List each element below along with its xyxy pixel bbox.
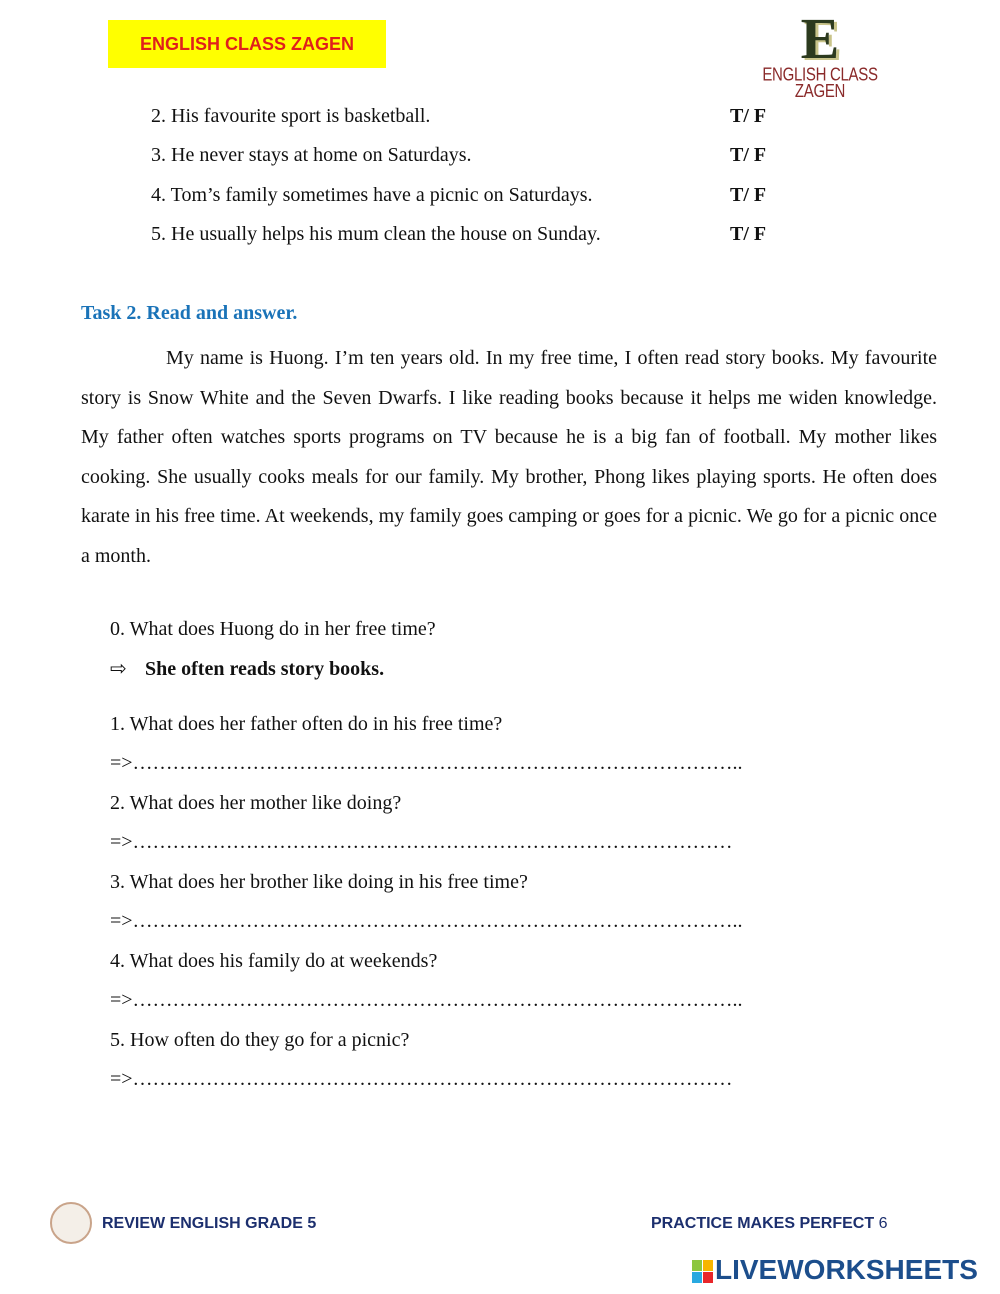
brand-text: LIVEWORKSHEETS [715, 1254, 978, 1285]
tf-choice[interactable]: T/ F [730, 223, 767, 245]
footer-right: PRACTICE MAKES PERFECT [651, 1215, 875, 1232]
arrow-icon: ⇨ [110, 658, 127, 680]
question: 1. What does her father often do in his free time? [110, 713, 503, 735]
example-question: 0. What does Huong do in her free time? [110, 618, 436, 640]
tf-statement: 4. Tom’s family sometimes have a picnic on Saturdays. [151, 184, 593, 206]
footer-seal-logo [50, 1202, 92, 1244]
answer-line[interactable]: =>……………………………………………………………………………… [110, 1068, 733, 1090]
tf-statement: 2. His favourite sport is basketball. [151, 105, 431, 127]
logo-text: ENGLISH CLASS ZAGEN [762, 64, 878, 102]
header-badge: ENGLISH CLASS ZAGEN [108, 20, 386, 68]
logo-letter: E [800, 6, 840, 71]
page-number: 6 [878, 1215, 888, 1232]
question: 2. What does her mother like doing? [110, 792, 402, 814]
live-icon [692, 1260, 713, 1283]
reading-passage: My name is Huong. I’m ten years old. In my free time, I often read story books. My favourite story is Snow White and the Seven Dwarfs. I like reading books because it helps me widen knowledge. My father often watches sports programs on TV because he is a big fan of football. My mother likes cooking. She usually cooks meals for our family. My brother, Phong likes playing sports. He often does karate in his free time. At weekends, my family goes camping or goes for a picnic. We go for a picnic once a month. [81, 347, 937, 567]
answer-line[interactable]: =>……………………………………………………………………………….. [110, 910, 743, 932]
question: 4. What does his family do at weekends? [110, 950, 438, 972]
question: 5. How often do they go for a picnic? [110, 1029, 410, 1051]
tf-statement: 5. He usually helps his mum clean the house on Sunday. [151, 223, 601, 245]
tf-choice[interactable]: T/ F [730, 105, 767, 127]
tf-statement: 3. He never stays at home on Saturdays. [151, 144, 472, 166]
answer-line[interactable]: =>……………………………………………………………………………… [110, 831, 733, 853]
tf-choice[interactable]: T/ F [730, 144, 767, 166]
task2-title: Task 2. Read and answer. [81, 302, 298, 324]
footer-left: REVIEW ENGLISH GRADE 5 [102, 1215, 317, 1232]
logo [740, 6, 900, 102]
liveworksheets-brand[interactable] [692, 1254, 978, 1286]
tf-choice[interactable]: T/ F [730, 184, 767, 206]
answer-line[interactable]: =>……………………………………………………………………………….. [110, 989, 743, 1011]
example-answer: She often reads story books. [145, 658, 385, 680]
question: 3. What does her brother like doing in his free time? [110, 871, 528, 893]
answer-line[interactable]: =>……………………………………………………………………………….. [110, 752, 743, 774]
